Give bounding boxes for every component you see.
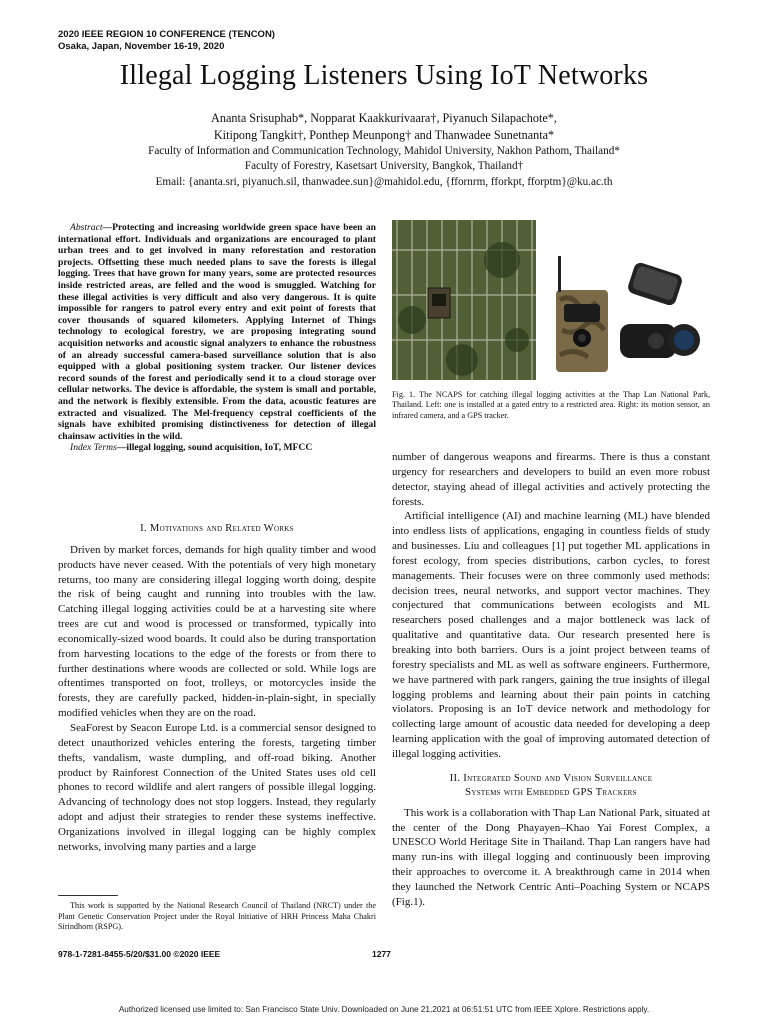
footnote-rule bbox=[58, 895, 118, 896]
right-para-1: number of dangerous weapons and firearms. There is thus a constant urgency for researchers and developers to build an even more robust detector, staying ahead of illegal activities and actively protecting the forests. bbox=[392, 451, 710, 508]
right-para-3: This work is a collaboration with Thap Lan National Park, situated at the center of the Dong Phayayen–Khao Yai Forest Complex, a UNESCO World Heritage Site in Thailand. Thap Lan rangers have had many run-ins with illegal logging and continuously been improving their approaches to overcome it. A breakthrough came in 2014 when they launched the Network Centric Anti–Poaching System or NCAPS (Fig.1). bbox=[392, 806, 710, 908]
abstract-label: Abstract bbox=[70, 222, 103, 233]
section-1-para-2: SeaForest by Seacon Europe Ltd. is a commercial sensor designed to detect unauthorized vehicles entering the forests, targeting timber thefts, vandalism, waste dumpling, and off-road biking. Another product by Rainforest Connection of the United States uses old cell phones to record wildlife and alert rangers of possible illegal logging. Advancing of technology does not stop loggers. Instead, they regularly adopt and adjust their strategies to render these systems ineffective. Organizations involved in illegal logging can be highly complex networks, involving many parties and a large bbox=[58, 721, 376, 853]
section-2-heading-line-2: Systems with Embedded GPS Trackers bbox=[465, 786, 637, 798]
right-para-2: Artificial intelligence (AI) and machine learning (ML) have blended into endless lists of applications, engaging in countless fields of study and businesses. Liu and colleagues [1] put together ML applications in forest ecology, from species distributions, carbon cycles, to forest managements. Their focuses were on three commonly used methods: decision trees, neural networks, and support vector machines. They conjectured that communications between ecologists and ML researchers posed challenges and a major bottleneck was lack of qualitative and quantitative data. Our research presented here is breaking into both barriers. Ours is a joint project between teams of forestry specialists and ML as well as software engineers. Furthermore, we have partnered with park rangers, gaining the true insights of illegal logging problems and learning about their pain points in catching violators. Proposing is an IoT device network and methodology for collecting large amount of acoustic data needed for developing a deep learning application with the goal of improving automated detection of illegal logging activities. bbox=[392, 510, 710, 760]
license-notice: Authorized licensed use limited to: San Francisco State Univ. Downloaded on June 21,2021 at 06:51:51 UTC from IEEE Xplore. Restrictions apply. bbox=[118, 1005, 650, 1014]
affiliation-2: Faculty of Forestry, Kasetsart University, Bangkok, Thailand† bbox=[244, 160, 524, 172]
right-column bbox=[392, 450, 710, 910]
conference-location: Osaka, Japan, November 16-19, 2020 bbox=[58, 41, 225, 52]
section-1-para-1: Driven by market forces, demands for high quality timber and wood products have never ceased. With the potentials of very high monetary returns, too many are considering illegal logging worth doing, despite the risk of being caught and running into troubles with the law. Catching illegal logging activities could be at a harvesting site where trees are cut and wood is processed or transformed, typically into economically-sized wood boards. It could also be during transportation from harvesting locations to the edge of the forests or from there to further destinations where woods are collected or sold. While logs are oftentimes transported on foot, trolleys, or motorcycles inside the forests, they are carefully packed, hidden-in-plain-sight, in specially modified vehicles when they are on the road. bbox=[58, 543, 376, 720]
paper-title: Illegal Logging Listeners Using IoT Networks bbox=[119, 60, 649, 91]
conference-header: 2020 IEEE REGION 10 CONFERENCE (TENCON) bbox=[58, 29, 275, 40]
section-1 bbox=[58, 522, 376, 855]
authors-line-1: Ananta Srisuphab*, Nopparat Kaakkurivaara†, Piyanuch Silapachote*, bbox=[211, 111, 557, 125]
index-terms-label: Index Terms bbox=[70, 442, 117, 454]
footnote: This work is supported by the National Research Council of Thailand (NRCT) under the Plant Genetic Conservation Project under the Royal Initiative of HRH Princess Maha Chakri Sirindhorn (RSPG). bbox=[58, 901, 376, 932]
abstract-text: —Protecting and increasing worldwide green space have been an international effort. Individuals and organizations are encouraged to plant urban trees and to get involved in many reforestation and restoration projects. Offsetting these much needed plans to save the forests is illegal logging. Trees that have grown for many years, some are protected resources inside restricted areas, are felled and the wood is smuggled. Watching for these illegal activities is very difficult and also very dangerous. It is quite impossible for rangers to patrol every entry and exit point of forests that cover thousands of squared kilometers. Applying Internet of Things technology to ecological forestry, we are proposing integrating sound acquisition networks and acoustic signal analyzers to enhance the robustness of an already successful camera-based surveillance solution that is also equipped with a global positioning system tracker. Our listener devices record sounds of the forest and periodically send it to a cloud storage over cellular networks. The device is affordable, the system is small and portable, and the network is flexibly extensible. From the data, acoustic features are extracted and visualized. The Mel-frequency cepstral coefficients of the signals have exhibited promising distinctiveness for detection of illegal chainsaw activities in the wild. bbox=[58, 222, 376, 442]
figure-1 bbox=[392, 220, 710, 380]
index-terms-text: —illegal logging, sound acquisition, IoT, MFCC bbox=[116, 442, 313, 454]
isbn-line: 978-1-7281-8455-5/20/$31.00 ©2020 IEEE bbox=[58, 949, 221, 959]
email-line: Email: {ananta.sri, piyanuch.sil, thanwadee.sun}@mahidol.edu, {ffornrm, fforkpt, fforptm}@ku.ac.th bbox=[155, 176, 613, 188]
page-number: 1277 bbox=[372, 949, 391, 959]
figure-1-image bbox=[392, 220, 710, 380]
figure-1-caption: Fig. 1. The NCAPS for catching illegal logging activities at the Thap Lan National Park, Thailand. Left: one is installed at a gated entry to a restricted area. Right: its motion sensor, an infrared camera, and a GPS tracker. bbox=[392, 390, 710, 420]
authors-line-2: Kitipong Tangkit†, Ponthep Meunpong† and Thanwadee Sunetnanta* bbox=[213, 128, 555, 142]
section-1-heading: I. Motivations and Related Works bbox=[140, 523, 294, 534]
antenna bbox=[558, 256, 561, 292]
abstract bbox=[58, 222, 376, 454]
section-2-heading-line-1: II. Integrated Sound and Vision Surveillance bbox=[449, 772, 653, 784]
affiliation-1: Faculty of Information and Communication Technology, Mahidol University, Nakhon Pathom, Thailand* bbox=[148, 145, 620, 157]
